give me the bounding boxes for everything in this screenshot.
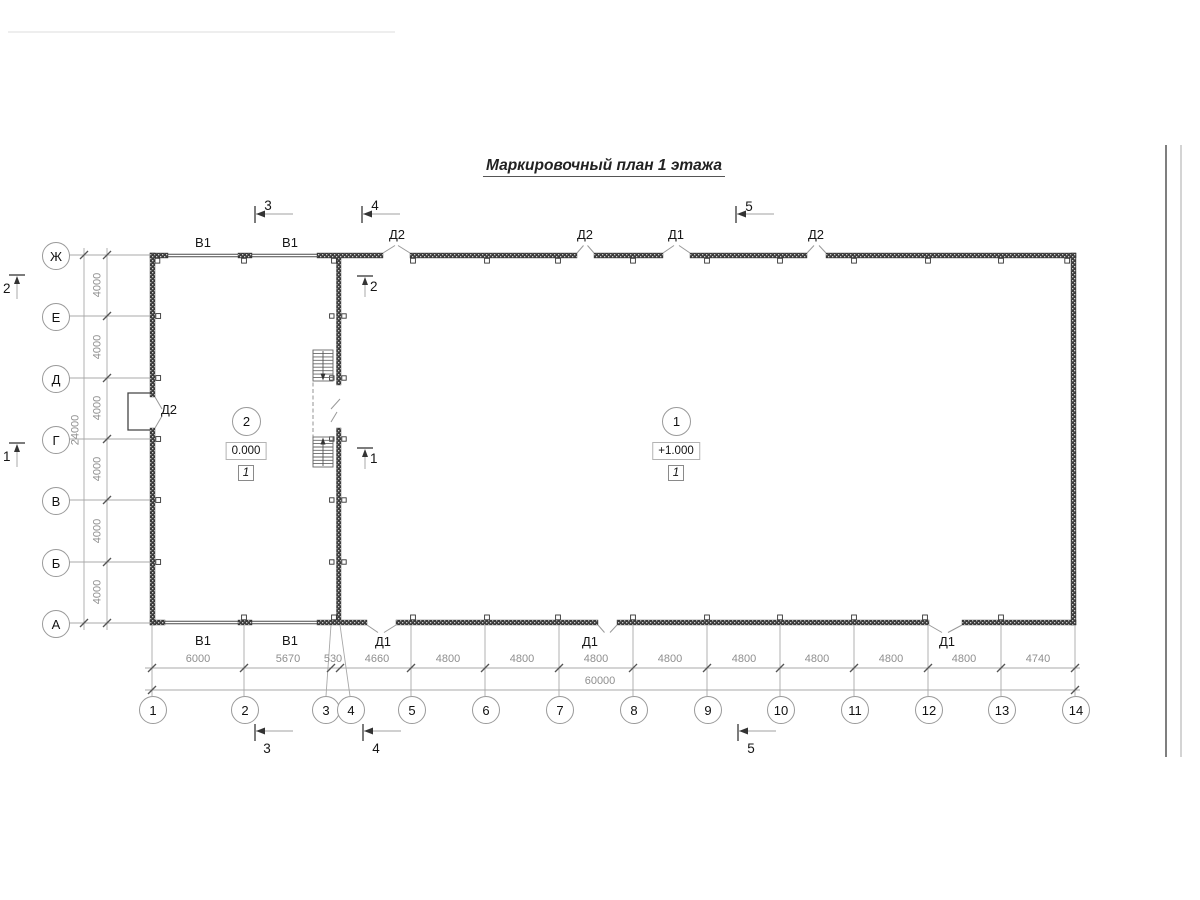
- walls: [150, 253, 1076, 625]
- axis-col-3: 3: [312, 696, 340, 724]
- axis-col-8: 8: [620, 696, 648, 724]
- axis-col-5: 5: [398, 696, 426, 724]
- dim-segment: 4800: [583, 653, 609, 665]
- axis-row-a: А: [42, 610, 70, 638]
- section-number: 5: [747, 741, 755, 756]
- opening-label-d1: Д1: [374, 634, 392, 649]
- dim-segment: 4000: [91, 334, 104, 360]
- axis-col-13: 13: [988, 696, 1016, 724]
- room-type-mark: 1: [238, 465, 254, 481]
- vestibule-outline: [128, 393, 150, 430]
- axis-col-1: 1: [139, 696, 167, 724]
- section-number: 1: [3, 449, 11, 464]
- axis-col-10: 10: [767, 696, 795, 724]
- dim-segment: 6000: [185, 653, 211, 665]
- room-elevation: +1.000: [652, 442, 700, 460]
- axis-leaders: [68, 255, 1075, 696]
- dim-total-left: 24000: [69, 414, 82, 446]
- dim-segment: 5670: [275, 653, 301, 665]
- axis-row-b: Б: [42, 549, 70, 577]
- room-number-bubble: 1: [662, 407, 691, 436]
- opening-label-d1: Д1: [938, 634, 956, 649]
- dim-segment: 4000: [91, 456, 104, 482]
- axis-row-g: Г: [42, 426, 70, 454]
- axis-row-zh: Ж: [42, 242, 70, 270]
- opening-label-d2: Д2: [161, 402, 178, 417]
- axis-row-v: В: [42, 487, 70, 515]
- opening-label-d1: Д1: [581, 634, 599, 649]
- window-lines: [165, 254, 317, 623]
- section-number: 3: [264, 198, 272, 213]
- dim-segment: 4660: [364, 653, 390, 665]
- dim-segment: 4800: [878, 653, 904, 665]
- opening-label-v1: В1: [195, 235, 211, 250]
- room-number-bubble: 2: [232, 407, 261, 436]
- door-break-marks: [155, 246, 962, 633]
- axis-row-e: Е: [42, 303, 70, 331]
- axis-col-11: 11: [841, 696, 869, 724]
- dim-segment: 4000: [91, 518, 104, 544]
- dim-segment: 4800: [804, 653, 830, 665]
- dim-segment: 530: [323, 653, 343, 665]
- section-number: 4: [372, 741, 380, 756]
- dim-total-bottom: 60000: [584, 675, 616, 687]
- section-number: 5: [745, 199, 753, 214]
- column-marks: [155, 258, 1070, 620]
- section-number: 1: [370, 451, 378, 466]
- section-number: 4: [371, 198, 379, 213]
- room-type-mark: 1: [668, 465, 684, 481]
- axis-col-2: 2: [231, 696, 259, 724]
- dim-segment: 4000: [91, 272, 104, 298]
- section-number: 3: [263, 741, 271, 756]
- opening-label-d1: Д1: [667, 227, 685, 242]
- axis-col-9: 9: [694, 696, 722, 724]
- dimension-ticks: [80, 251, 1079, 694]
- axis-col-14: 14: [1062, 696, 1090, 724]
- axis-col-4: 4: [337, 696, 365, 724]
- dim-segment: 4740: [1025, 653, 1051, 665]
- room-elevation: 0.000: [226, 442, 267, 460]
- dim-segment: 4800: [509, 653, 535, 665]
- dim-segment: 4800: [951, 653, 977, 665]
- drawing-title: Маркировочный план 1 этажа: [483, 158, 725, 177]
- section-number: 2: [370, 279, 378, 294]
- dim-segment: 4000: [91, 579, 104, 605]
- axis-col-6: 6: [472, 696, 500, 724]
- dim-segment: 4000: [91, 395, 104, 421]
- axis-col-7: 7: [546, 696, 574, 724]
- opening-label-d2: Д2: [388, 227, 406, 242]
- opening-label-v1: В1: [282, 235, 298, 250]
- opening-label-v1: В1: [195, 633, 211, 648]
- stair: [313, 350, 333, 467]
- axis-col-12: 12: [915, 696, 943, 724]
- opening-label-d2: Д2: [807, 227, 825, 242]
- opening-label-v1: В1: [282, 633, 298, 648]
- dim-segment: 4800: [435, 653, 461, 665]
- dim-segment: 4800: [657, 653, 683, 665]
- dim-segment: 4800: [731, 653, 757, 665]
- section-number: 2: [3, 281, 11, 296]
- opening-label-d2: Д2: [576, 227, 594, 242]
- axis-row-d: Д: [42, 365, 70, 393]
